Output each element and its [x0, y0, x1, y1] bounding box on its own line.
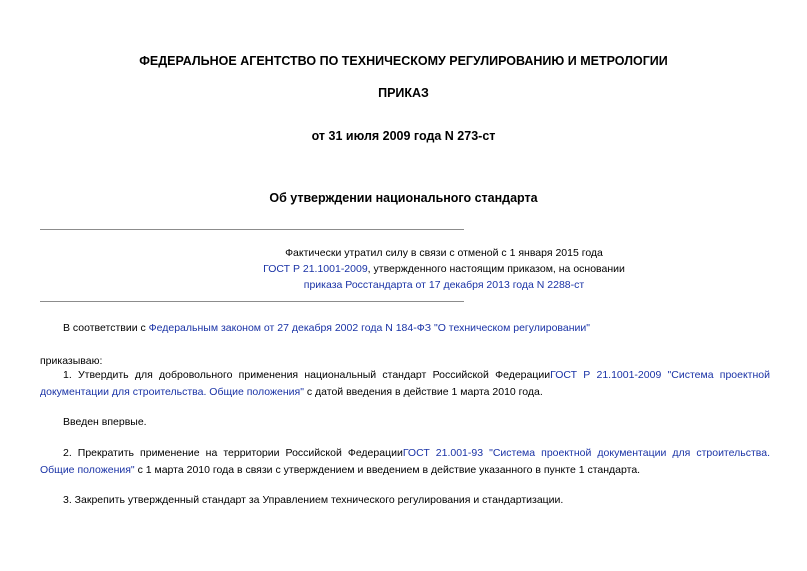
- item-1-paragraph: [40, 367, 770, 401]
- status-note-bottom-divider: [40, 301, 464, 302]
- item-1-suffix: с датой введения в действие 1 марта 2010 года.: [303, 386, 543, 398]
- status-note-line-1: [40, 246, 807, 261]
- document-type-heading: ПРИКАЗ: [378, 86, 429, 100]
- status-note-text: Фактически утратил силу в связи с отменой с 1 января 2015 года: [285, 247, 603, 259]
- introduced-first-note: Введен впервые.: [63, 416, 147, 428]
- agency-heading: ФЕДЕРАЛЬНОЕ АГЕНТСТВО ПО ТЕХНИЧЕСКОМУ РЕГУЛИРОВАНИЮ И МЕТРОЛОГИИ: [139, 54, 668, 68]
- basis-paragraph: [40, 320, 770, 337]
- status-note-text: , утвержденного настоящим приказом, на основании: [367, 263, 625, 275]
- item-2-suffix: с 1 марта 2010 года в связи с утверждением и введением в действие указанного в пункте 1 стандарта.: [134, 464, 641, 476]
- status-note-line-2: [40, 262, 807, 277]
- gost-r-21-1001-2009-standard-link[interactable]: ГОСТ Р 21.1001-2009 "Система проектной документации для строительства. Общие положения": [40, 369, 770, 398]
- status-note-line-3: [40, 278, 807, 293]
- item-3-paragraph: 3. Закрепить утвержденный стандарт за Управлением технического регулирования и стандартизации.: [63, 494, 564, 506]
- federal-law-184-fz-link[interactable]: Федеральным законом от 27 декабря 2002 года N 184-ФЗ "О техническом регулировании": [148, 322, 590, 334]
- gost-21-001-93-link[interactable]: ГОСТ 21.001-93 "Система проектной документации для строительства. Общие положения": [40, 447, 770, 476]
- item-1-text: 1. Утвердить для добровольного применения национальный стандарт Российской Федерации: [63, 369, 551, 381]
- order-word: приказываю:: [40, 355, 103, 367]
- basis-prefix: В соответствии с: [63, 322, 149, 334]
- status-note-top-divider: [40, 229, 464, 230]
- order-date-number: от 31 июля 2009 года N 273-ст: [311, 129, 496, 143]
- order-subject-title: Об утверждении национального стандарта: [269, 191, 538, 205]
- gost-r-21-1001-2009-link[interactable]: ГОСТ Р 21.1001-2009: [263, 263, 368, 275]
- rosstandart-order-link[interactable]: приказа Росстандарта от 17 декабря 2013 года N 2288-ст: [303, 279, 585, 291]
- item-2-paragraph: [40, 445, 770, 479]
- item-2-text: 2. Прекратить применение на территории Российской Федерации: [63, 447, 403, 459]
